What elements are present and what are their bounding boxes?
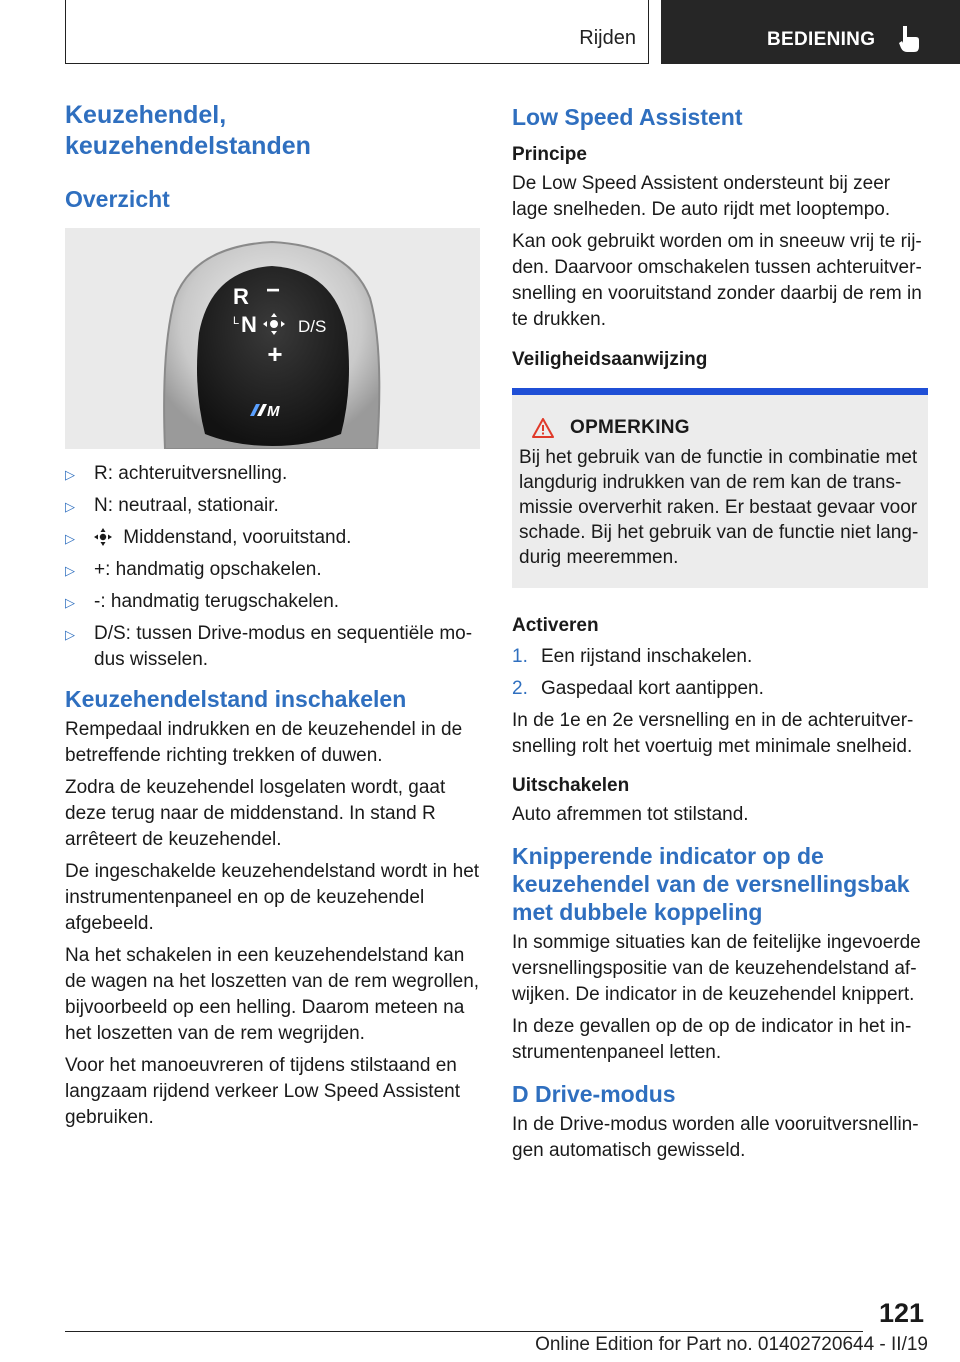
selector-label-ds: D/S bbox=[298, 317, 327, 336]
indicator-paragraph: In sommige situaties kan de feitelijke ingevoerde versnellingspositie van de keuzehendelstand afwijken. De indicator in de keuzehendel knippert. bbox=[512, 932, 921, 1005]
list-item-text: -: handmatig terugschakelen. bbox=[94, 591, 340, 612]
engage-paragraph: Voor het manoeuvreren of tijdens stilstaand en langzaam rijdend verkeer Low Speed Assistent gebruiken. bbox=[65, 1055, 461, 1128]
engage-paragraph: Zodra de keuzehendel losgelaten wordt, gaat deze terug naar de middenstand. In stand R arrêteert de keuzehendel. bbox=[65, 777, 446, 850]
triangle-right-icon: ▷ bbox=[65, 563, 75, 578]
gear-selector-figure bbox=[65, 228, 480, 449]
warning-note-text: Bij het gebruik van de functie in combinatie met langdurig indrukken van de rem kan de transmissie oververhit raken. Er bestaat gevaar voor schade. Bij het gebruik van de functie niet langdurig meeremmen. bbox=[519, 447, 919, 568]
activate-heading: Activeren bbox=[512, 615, 599, 636]
indicator-paragraph: In deze gevallen op de op de indicator in het instrumentenpaneel letten. bbox=[512, 1016, 912, 1063]
list-item bbox=[65, 493, 480, 519]
m-logo-text: M bbox=[267, 403, 280, 420]
lsa-heading: Low Speed Assistent bbox=[512, 104, 743, 130]
deactivate-heading: Uitschakelen bbox=[512, 775, 630, 796]
selector-label-r: R bbox=[233, 284, 249, 309]
list-item-text: R: achteruitversnelling. bbox=[94, 463, 288, 484]
triangle-right-icon: ▷ bbox=[65, 499, 75, 514]
engage-paragraph: Na het schakelen in een keuzehendelstand kan de wagen na het loszetten van de rem wegrollen, bijvoorbeeld op een helling. Daarom meteen na het loszetten van de rem wegrijden. bbox=[65, 945, 480, 1044]
activate-paragraph: In de 1e en 2e versnelling en in de achteruitversnelling rolt het voertuig met minimale snelheid. bbox=[512, 710, 914, 757]
left-column bbox=[65, 100, 480, 1131]
list-item-text: N: neutraal, stationair. bbox=[94, 495, 279, 516]
warning-note-header bbox=[519, 417, 921, 439]
selector-label-n: N bbox=[241, 312, 257, 337]
list-item bbox=[65, 589, 480, 615]
footer-divider bbox=[65, 1331, 863, 1332]
step-number: 1. bbox=[512, 646, 528, 667]
warning-note bbox=[512, 388, 928, 588]
overview-heading: Overzicht bbox=[65, 186, 170, 212]
list-item bbox=[65, 461, 480, 487]
list-item bbox=[65, 525, 480, 551]
gear-selector-illustration bbox=[65, 228, 480, 449]
triangle-right-icon: ▷ bbox=[65, 627, 75, 642]
engage-paragraph: Rempedaal indrukken en de keuzehendel in de betreffende richting trekken of duwen. bbox=[65, 719, 463, 766]
drive-paragraph: In de Drive-modus worden alle vooruitversnellingen automatisch gewisseld. bbox=[512, 1114, 919, 1161]
principle-paragraph: De Low Speed Assistent ondersteunt bij zeer lage snelheden. De auto rijdt met looptempo. bbox=[512, 173, 891, 220]
selector-label-l: L bbox=[233, 315, 240, 327]
selector-label-minus: − bbox=[265, 277, 281, 304]
indicator-heading: Knipperende indicator op de keuzehendel van de versnellingsbak met dubbele koppeling bbox=[512, 843, 910, 925]
page-number: 121 bbox=[878, 1298, 924, 1328]
page-title: Keuzehendel, keuzehendelstanden bbox=[65, 101, 311, 160]
deactivate-paragraph: Auto afremmen tot stilstand. bbox=[512, 804, 749, 825]
selector-legend-list bbox=[65, 461, 480, 673]
step-text: Een rijstand inschakelen. bbox=[541, 646, 753, 667]
footer-edition: Online Edition for Part no. 01402720644 - II/19 bbox=[535, 1334, 928, 1355]
list-item bbox=[65, 557, 480, 583]
step-text: Gaspedaal kort aantippen. bbox=[541, 678, 764, 699]
principle-paragraph: Kan ook gebruikt worden om in sneeuw vrij te rijden. Daarvoor omschakelen tussen achteruitversnelling en vooruitstand zonder daarbij de rem in te drukken. bbox=[512, 231, 922, 330]
header-chapter: Rijden bbox=[579, 27, 636, 49]
safety-heading: Veiligheidsaanwijzing bbox=[512, 349, 708, 370]
four-way-diamond-icon bbox=[94, 528, 112, 546]
activate-steps bbox=[512, 644, 928, 702]
triangle-right-icon: ▷ bbox=[65, 531, 75, 546]
warning-triangle-icon bbox=[532, 418, 554, 438]
header-section: BEDIENING bbox=[767, 29, 876, 50]
list-item bbox=[512, 644, 928, 670]
step-number: 2. bbox=[512, 678, 528, 699]
triangle-right-icon: ▷ bbox=[65, 467, 75, 482]
warning-note-title: OPMERKING bbox=[570, 417, 690, 438]
header-section-box bbox=[661, 0, 960, 64]
engage-heading: Keuzehendelstand inschakelen bbox=[65, 686, 407, 712]
list-item bbox=[512, 676, 928, 702]
right-column bbox=[512, 103, 928, 1164]
header-chapter-box bbox=[65, 0, 649, 64]
selector-label-plus: + bbox=[267, 339, 283, 369]
list-item-text: D/S: tussen Drive-modus en sequentiële modus wisselen. bbox=[94, 623, 473, 670]
list-item bbox=[65, 621, 480, 673]
engage-paragraph: De ingeschakelde keuzehendelstand wordt in het instrumentenpaneel en op de keuzehendel afgebeeld. bbox=[65, 861, 480, 934]
triangle-right-icon: ▷ bbox=[65, 595, 75, 610]
list-item-text: Middenstand, vooruitstand. bbox=[123, 527, 352, 548]
pointing-hand-icon bbox=[898, 25, 920, 53]
principle-heading: Principe bbox=[512, 144, 587, 165]
drive-heading: D Drive-modus bbox=[512, 1081, 676, 1107]
list-item-text: +: handmatig opschakelen. bbox=[94, 559, 322, 580]
